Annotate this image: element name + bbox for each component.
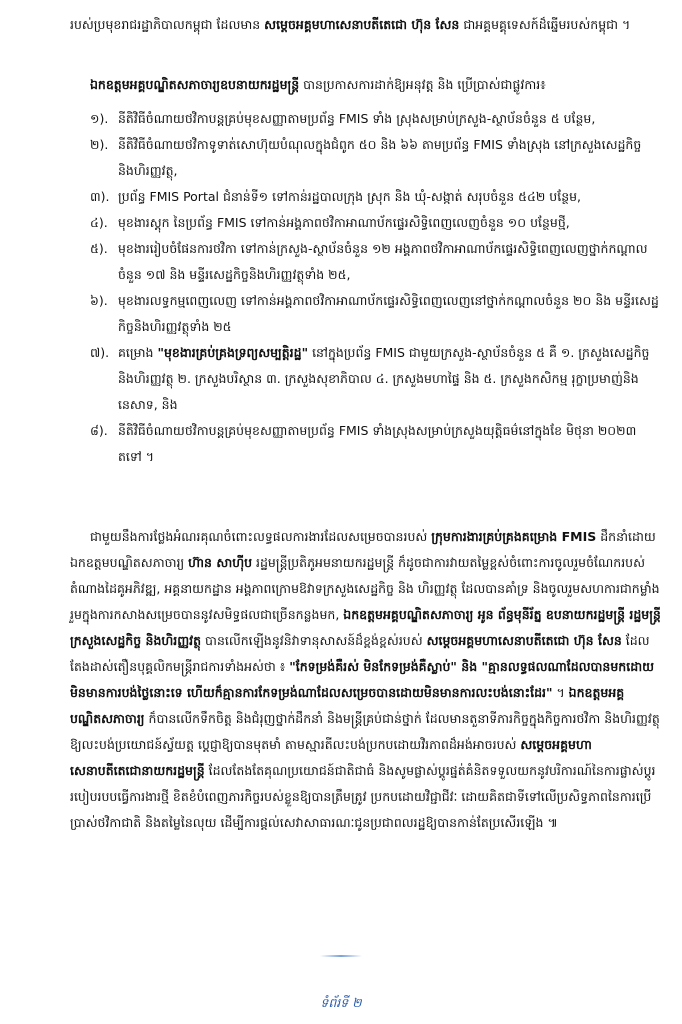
text-span: ដែលតែងតែគុណប្រយោជន៍ជាតិជាធំ និងសូមផ្លាស់ប្តូរផ្នត់គំនិតទទួលយកនូវបរិការណ៍នៃការផ្លាស់ប្តូររបៀបរបបធ្វើការងារថ្មី ខិតខំបំពេញភារកិច្ចរបស់ខ្លួនឱ្យបានត្រឹមត្រូវ ប្រកបដោយវិជ្ជាជីវៈ ដោយគិតជាទីទៅលើប្រសិទ្ធភាពនៃការប្រើប្រាស់ថវិកាជាតិ និងតម្លៃនៃលុយ ដើម្បីការផ្តល់សេវាសាធារណៈជូនប្រជាពលរដ្ឋឱ្យបានកាន់តែប្រសើរឡើង ៕ — [70, 763, 656, 830]
bold-span: ឯកឧត្តមអគ្គបណ្ឌិតសភាចារ្យ អូន ព័ន្ធមុនីរ័ត្ន ឧបនាយករដ្ឋមន្ត្រី រដ្ឋមន្ត្រីក្រសួងសេដ្ឋកិច្ច និងហិរញ្ញវត្ថុ — [70, 607, 661, 648]
intro-paragraph-end — [70, 12, 662, 38]
bold-span: ឯកឧត្តមអគ្គបណ្ឌិតសភាចារ្យឧបនាយករដ្ឋមន្ត្រី — [90, 77, 300, 92]
text-span: រដ្ឋមន្ត្រីប្រតិភូអមនាយករដ្ឋមន្ត្រី ក៏ដូចជាការវាយតម្លៃខ្ពស់ចំពោះការចូលរួមចំណែករបស់តំណាងដៃគូអភិវឌ្ឍ, អគ្គនាយកដ្ឋាន អង្គភាពក្រោមឱវាទក្រសួងសេដ្ឋកិច្ច និង ហិរញ្ញវត្ថុ ដែលបានគាំទ្រ និងចូលរួមសហការជាកម្លាំងរួមក្នុងការកសាងសម្រេចបាននូវសមិទ្ធផលជាច្រើនកន្លងមក, — [70, 555, 660, 622]
announcement-paragraph — [70, 72, 662, 98]
list-item-text: មុខងាររៀបចំផែនការថវិកា ទៅកាន់ក្រសួង-ស្ថាប័នចំនួន ១២ អង្គភាពថវិកាអាណាប័កផ្ទេរសិទ្ធិពេញលេញថ្នាក់កណ្តាលចំនួន ១៧ និង មន្ទីរសេដ្ឋកិច្ចនិងហិរញ្ញវត្ថុទាំង ២៥, — [118, 241, 648, 282]
list-item — [70, 340, 660, 418]
text-span: ដែលតែងដាស់តឿនបុគ្គលិកមន្ត្រីរាជការទាំងអស់ថា ៖ — [70, 633, 650, 674]
list-item-text: នីតិវិធីចំណាយថវិកាបន្តគ្រប់មុខសញ្ញាតាមប្រព័ន្ធ FMIS ទាំង ស្រុងសម្រាប់ក្រសួង-ស្ថាប័នចំនួន ៥ បន្ថែម, — [118, 111, 596, 126]
list-item — [70, 418, 660, 470]
text-span: ជាអគ្គមគ្គុទេសក៍ដ៏ឆ្នើមរបស់កម្ពុជា ។ — [459, 17, 631, 32]
list-item-number: ៤). — [90, 215, 108, 230]
text-span: បានលើកឡើងនូវនិវាទានុសាសន៍ដ៏ខ្ពង់ខ្ពស់របស់ — [201, 633, 427, 648]
list-item — [70, 210, 660, 236]
list-item-text: មុខងារលទ្ធកម្មពេញលេញ ទៅកាន់អង្គភាពថវិកាអាណាប័កផ្ទេរសិទ្ធិពេញលេញនៅថ្នាក់កណ្តាលចំនួន ២០ និង មន្ទីរសេដ្ឋកិច្ចនិងហិរញ្ញវត្ថុទាំង ២៥ — [118, 293, 659, 334]
closing-paragraph — [70, 524, 662, 836]
text-span: ។ — [552, 685, 569, 700]
list-item — [70, 184, 660, 210]
bold-span: "មុខងារគ្រប់គ្រងទ្រព្យសម្បត្តិរដ្ឋ" — [157, 345, 309, 360]
list-item-text: នីតិវិធីចំណាយថវិកាបន្តគ្រប់មុខសញ្ញាតាមប្រព័ន្ធ FMIS ទាំងស្រុងសម្រាប់ក្រសួងយុត្តិធម៌នៅក្នុងខែ មិថុនា ២០២៣ តទៅ ។ — [118, 423, 637, 464]
bold-span: ឯកឧត្តមអគ្គបណ្ឌិតសភាចារ្យ — [70, 685, 625, 726]
text-span: គម្រោង — [118, 345, 158, 360]
list-item-text — [118, 340, 660, 418]
list-item-text: នីតិវិធីចំណាយថវិកាទូទាត់សោហ៊ុយបំណុលក្នុងជំពូក ៥០ និង ៦៦ តាមប្រព័ន្ធ FMIS ទាំងស្រុង នៅក្រសួងសេដ្ឋកិច្ចនិងហិរញ្ញវត្ថុ, — [118, 137, 642, 178]
list-item-number: ១). — [90, 111, 109, 126]
list-item-text: មុខងារស្តុក នៃប្រព័ន្ធ FMIS ទៅកាន់អង្គភាពថវិកាអាណាប័កផ្ទេរសិទ្ធិពេញលេញចំនួន ១០ បន្ថែមថ្មី, — [118, 215, 570, 230]
bold-span: សម្តេចអគ្គមហាសេនាបតីតេជោ ហ៊ុន សែន — [264, 17, 460, 32]
list-item — [70, 288, 660, 340]
text-span: ជាមួយនឹងការថ្លែងអំណរគុណចំពោះលទ្ធផលការងារដែលសម្រេចបានរបស់ — [90, 529, 432, 544]
announcement-list — [70, 106, 660, 470]
bold-span: សម្តេចអគ្គមហាសេនាបតីតេជោ ហ៊ុន សែន — [426, 633, 622, 648]
bold-span: ហ៊ាន សាហ៊ីប — [188, 555, 253, 570]
page-number: ទំព័រទី ២ — [320, 995, 362, 1010]
text-span: បានប្រកាសការដាក់ឱ្យអនុវត្ត និង ប្រើប្រាស់ជាផ្លូវការ៖ — [299, 77, 546, 92]
bold-span: សម្តេចអគ្គមហាសេនាបតីតេជោនាយករដ្ឋមន្ត្រី — [70, 737, 592, 778]
list-item-number: ២). — [90, 137, 109, 152]
list-item-number: ៣). — [90, 189, 110, 204]
text-span: របស់ប្រមុខរាជរដ្ឋាភិបាលកម្ពុជា ដែលមាន — [70, 17, 265, 32]
list-item-number: ៦). — [90, 293, 108, 308]
text-span: នៅក្នុងប្រព័ន្ធ FMIS ជាមួយក្រសួង-ស្ថាប័នចំនួន ៥ គឺ ១. ក្រសួងសេដ្ឋកិច្ចនិងហិរញ្ញវត្ថុ ២. ក្រសួងបរិស្ថាន ៣. ក្រសួងសុខាភិបាល ៤. ក្រសួងមហាផ្ទៃ និង ៥. ក្រសួងកសិកម្ម រុក្ខាប្រមាញ់និងនេសាទ, និង — [118, 345, 650, 412]
text-span: ដឹកនាំដោយឯកឧត្តមបណ្ឌិតសភាចារ្យ — [70, 529, 656, 570]
list-item-number: ៧). — [90, 345, 110, 360]
list-item — [70, 106, 660, 132]
list-item-number: ៥). — [90, 241, 108, 256]
text-span: ក៏បានលើកទឹកចិត្ត និងជំរុញថ្នាក់ដឹកនាំ និងមន្ត្រីគ្រប់ជាន់ថ្នាក់ ដែលមានតួនាទីភារកិច្ចក្នុងកិច្ចការថវិកា និងហិរញ្ញវត្ថុ ឱ្យលះបង់ប្រយោជន៍ស្វ័យត្ត ប្តេជ្ញាឱ្យបានមុតមាំ តាមស្មារតីលះបង់ប្រកបដោយវិរភាពដ៏អង់អាចរបស់ — [70, 711, 660, 752]
list-item-number: ៨). — [90, 423, 108, 438]
bold-span: ក្រុមការងារគ្រប់គ្រងគម្រោង FMIS — [431, 529, 597, 544]
list-item — [70, 236, 660, 288]
section-divider — [320, 955, 362, 957]
list-item — [70, 132, 660, 184]
bold-span: "កែទម្រង់គឺរស់ មិនកែទម្រង់គឺស្លាប់" និង "គ្មានលទ្ធផលណាដែលបានមកដោយមិនមានការបង់ថ្លៃនោះទេ ហើយក៏គ្មានការកែទម្រង់ណាដែលសម្រេចបានដោយមិនមានការលះបង់នោះដែរ" — [70, 659, 655, 700]
list-item-text: ប្រព័ន្ធ FMIS Portal ជំនាន់ទី១ ទៅកាន់រដ្ឋបាលក្រុង ស្រុក និង ឃុំ-សង្កាត់ សរុបចំនួន ៥៤២ បន្ថែម, — [118, 189, 582, 204]
